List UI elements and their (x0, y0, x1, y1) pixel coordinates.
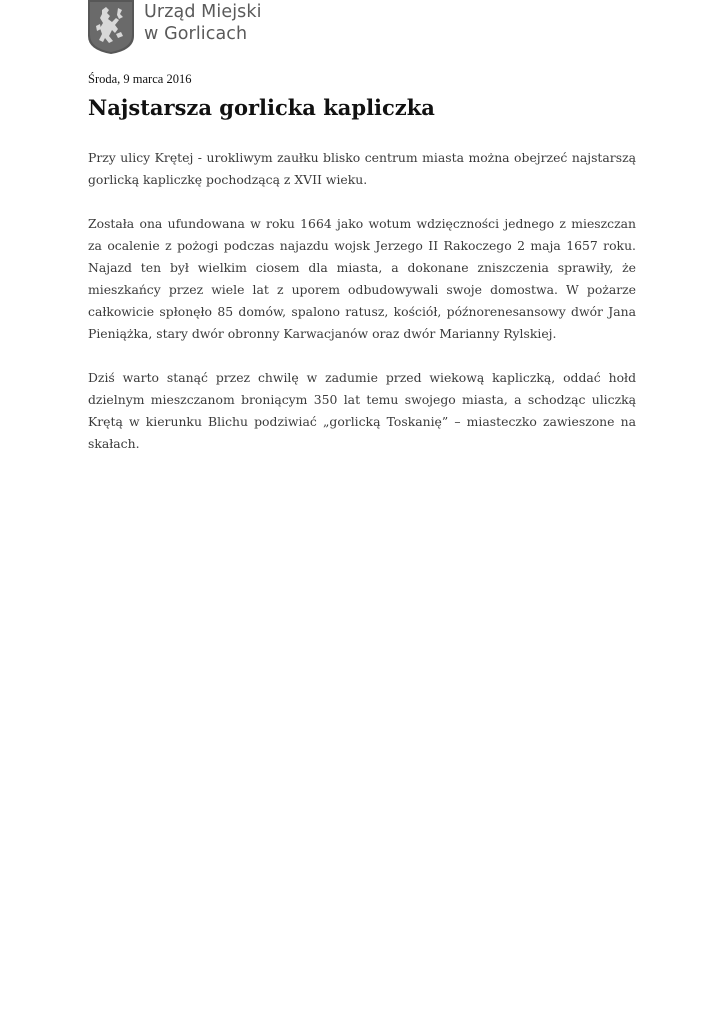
org-name (144, 1, 262, 45)
org-name-line-1: Urząd Miejski (144, 2, 262, 22)
article-body (88, 147, 636, 477)
article-title: Najstarsza gorlicka kapliczka (88, 95, 435, 120)
article-paragraph-3: Dziś warto stanąć przez chwilę w zadumie przed wiekową kapliczką, oddać hołd dzielnym mieszczanom broniącym 350 lat temu swojego miasta, a schodząc uliczką Krętą w kierunku Blichu podziwiać „gorlicką Toskanię” – miasteczko zawieszone na skałach. (88, 370, 636, 451)
city-crest-icon (88, 0, 134, 54)
article-paragraph-2: Została ona ufundowana w roku 1664 jako wotum wdzięczności jednego z mieszczan za ocalenie z pożogi podczas najazdu wojsk Jerzego II Rakoczego 2 maja 1657 roku. Najazd ten był wielkim ciosem dla miasta, a dokonane zniszczenia sprawiły, że mieszkańcy przez wiele lat z uporem odbudowywali swoje domostwa. W pożarze całkowicie spłonęło 85 domów, spalono ratusz, kościół, późnorenesansowy dwór Jana Pieniążka, stary dwór obronny Karwacjanów oraz dwór Marianny Rylskiej. (88, 216, 636, 341)
page-header (88, 0, 262, 54)
article-date: Środa, 9 marca 2016 (88, 72, 192, 86)
article-paragraph-1: Przy ulicy Krętej - urokliwym zaułku blisko centrum miasta można obejrzeć najstarszą gorlicką kapliczkę pochodzącą z XVII wieku. (88, 150, 636, 187)
org-name-line-2: w Gorlicach (144, 24, 248, 44)
